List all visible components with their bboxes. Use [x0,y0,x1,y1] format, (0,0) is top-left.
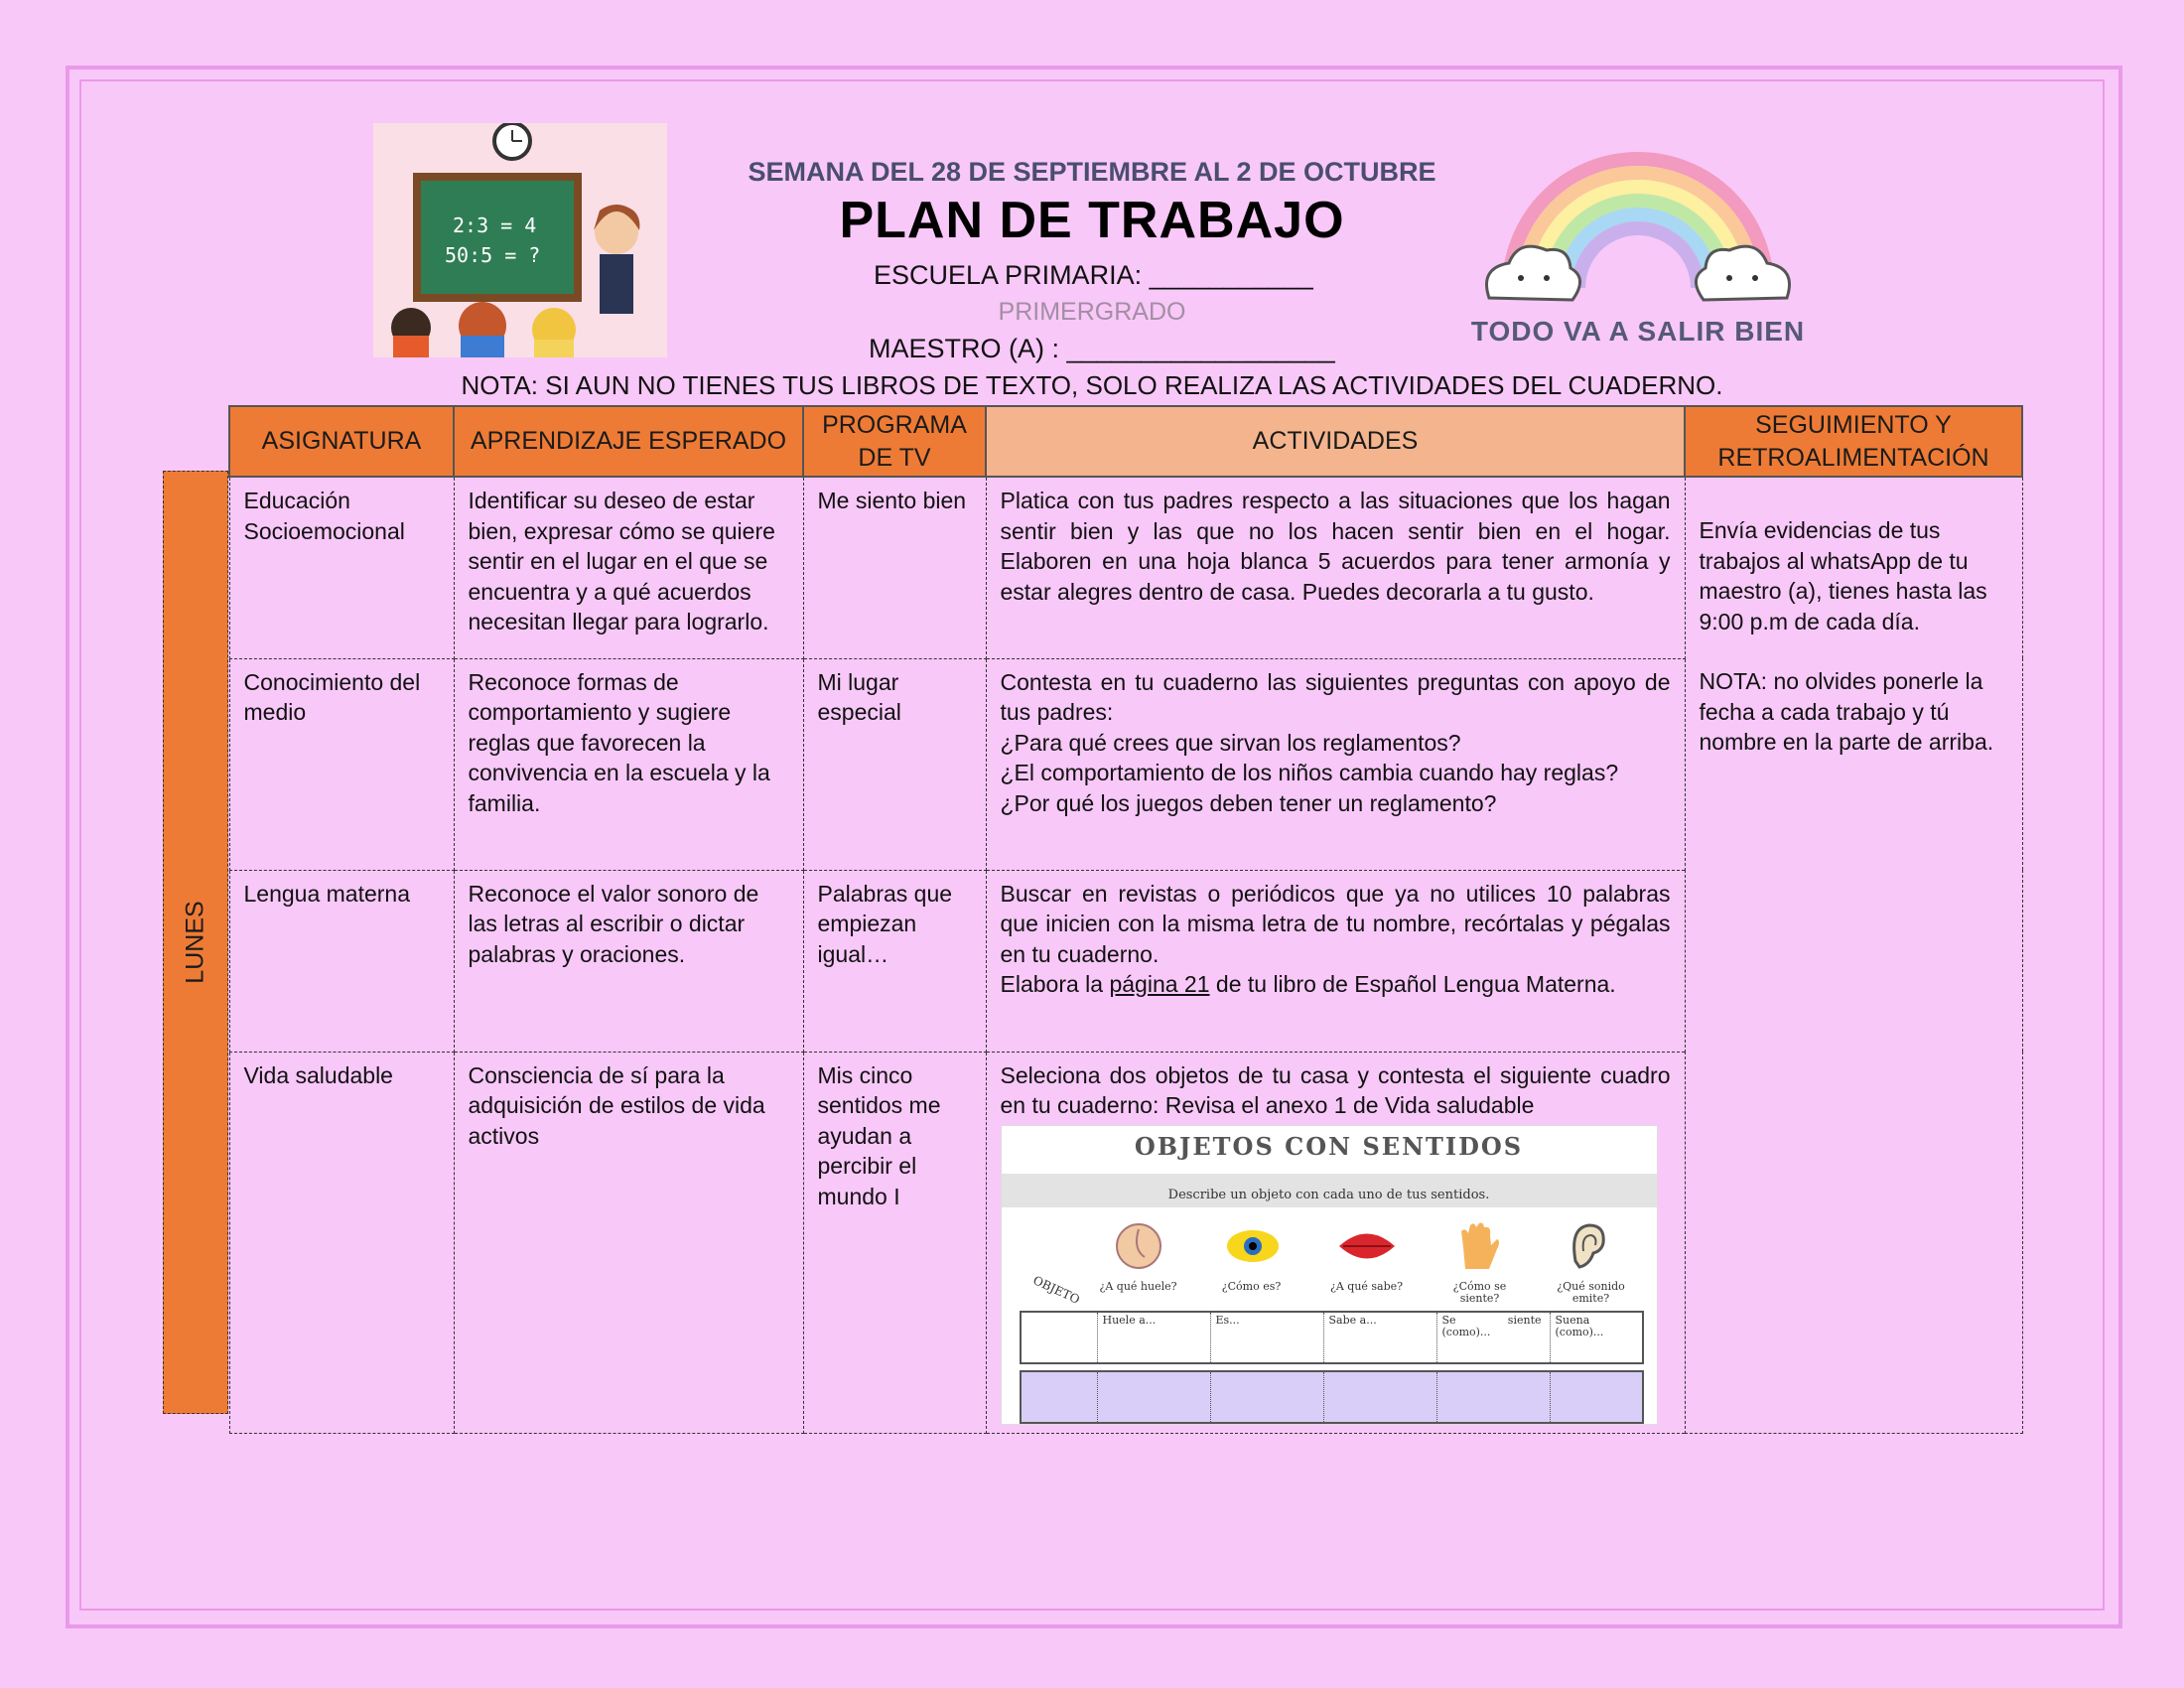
worksheet-question: ¿Qué sonido emite? [1557,1279,1625,1305]
grade-label: PRIMERGRADO [998,298,1186,326]
worksheet-row [1020,1370,1644,1424]
worksheet-answer: Suena (como)... [1555,1313,1604,1338]
tv-cell: Me siento bien [803,477,986,658]
learning-cell: Consciencia de sí para la adquisición de estilos de vida activos [454,1052,803,1433]
worksheet-question: ¿Cómo se siente? [1452,1279,1507,1305]
worksheet-answer: Huele a... [1102,1313,1157,1327]
learning-cell: Identificar su deseo de estar bien, expresar cómo se quiere sentir en el lugar en el que se encuentra y a qué acuerdos necesitan llegar para lograrlo. [454,477,803,658]
week-range: SEMANA DEL 28 DE SEPTIEMBRE AL 2 DE OCTUBRE [748,157,1436,187]
worksheet-image [1001,1125,1658,1425]
activities-question: ¿Por qué los juegos deben tener un reglamento? [1000,789,1497,816]
worksheet-object-label: OBJETO [1029,1272,1082,1307]
tv-cell: Mi lugar especial [803,658,986,870]
worksheet-row [1020,1311,1644,1364]
activities-paragraph [1001,969,1671,1000]
learning-cell: Reconoce formas de comportamiento y sugiere reglas que favorecen la convivencia en la escuela y la familia. [454,658,803,870]
header-tv: PROGRAMA DE TV [803,406,986,477]
page-link[interactable]: página 21 [1109,971,1210,997]
note-text: NOTA: SI AUN NO TIENES TUS LIBROS DE TEXTO, SOLO REALIZA LAS ACTIVIDADES DEL CUADERNO. [461,370,1723,400]
worksheet-question: ¿A qué huele? [1099,1279,1177,1293]
activities-pre: Elabora la [1000,971,1110,997]
learning-cell: Reconoce el valor sonoro de las letras al escribir o dictar palabras y oraciones. [454,870,803,1052]
tv-cell: Palabras que empiezan igual… [803,870,986,1052]
lips-icon [1337,1221,1397,1271]
teacher-field: MAESTRO (A) : __________________ [869,334,1335,363]
worksheet-subtitle: Describe un objeto con cada uno de tus sentidos. [1167,1187,1490,1202]
school-field: ESCUELA PRIMARIA: ___________ [874,260,1313,290]
activities-post: de tu libro de Español Lengua Materna. [1209,971,1616,997]
page-title: PLAN DE TRABAJO [839,192,1345,249]
worksheet-answer: Es... [1215,1313,1240,1327]
activities-paragraph: Seleciona dos objetos de tu casa y contesta el siguiente cuadro en tu cuaderno: Revisa el anexo 1 de Vida saludable [1000,1061,1671,1118]
teacher-chalkboard-illustration [373,123,667,357]
activities-cell: Platica con tus padres respecto a las situaciones que los hagan sentir bien y las que no los hacen sentir bien en el hogar. Elaboren en una hoja blanca 5 acuerdos para tener armonía y estar alegres dentro de casa. Puedes decorarla a tu gusto. [986,477,1685,658]
subject-cell: Educación Socioemocional [229,477,454,658]
activities-cell [986,658,1685,870]
hand-icon [1453,1221,1503,1271]
board-line-1: 2:3 = 4 [453,213,537,237]
worksheet-title: OBJETOS CON SENTIDOS [1134,1131,1524,1161]
day-label: LUNES [181,901,209,984]
header-followup: SEGUIMIENTO Y RETROALIMENTACIÓN [1685,406,2022,477]
activities-cell [986,870,1685,1052]
worksheet-question: ¿A qué sabe? [1329,1279,1404,1293]
header-learning: APRENDIZAJE ESPERADO [454,406,803,477]
activities-question: ¿El comportamiento de los niños cambia cuando hay reglas? [1000,760,1619,785]
followup-note: NOTA: no olvides ponerle la fecha a cada trabajo y tú nombre en la parte de arriba. [1699,668,1994,755]
cloud-right-icon [1696,246,1789,300]
day-label-column [163,471,228,1414]
subject-cell: Lengua materna [229,870,454,1052]
subject-cell: Vida saludable [229,1052,454,1433]
board-line-2: 50:5 = ? [445,243,541,267]
table-row [229,477,2022,658]
activities-paragraph: Buscar en revistas o periódicos que ya no utilices 10 palabras que inicien con la misma letra de tu nombre, recórtalas y pégalas en tu cuaderno. [1000,880,1671,967]
activities-intro: Contesta en tu cuaderno las siguientes preguntas con apoyo de tus padres: [1000,668,1671,725]
tv-cell: Mis cinco sentidos me ayudan a percibir el mundo I [803,1052,986,1433]
activities-cell [986,1052,1685,1433]
header-subject: ASIGNATURA [229,406,454,477]
slogan: TODO VA A SALIR BIEN [1470,316,1806,347]
plan-table [228,405,2023,1434]
subject-cell: Conocimiento del medio [229,658,454,870]
eye-icon [1225,1221,1281,1271]
followup-cell [1685,477,2022,1433]
worksheet-answer: Sabe a... [1328,1313,1377,1327]
worksheet-question: ¿Cómo es? [1221,1279,1282,1293]
nose-icon [1111,1221,1166,1271]
worksheet-answer: Se siente (como)... [1441,1313,1542,1338]
activities-question: ¿Para qué crees que sirvan los reglamentos? [1000,729,1461,756]
followup-text: Envía evidencias de tus trabajos al whatsApp de tu maestro (a), tienes hasta las 9:00 p.m de cada día. [1699,517,1987,634]
header-activities: ACTIVIDADES [986,406,1685,477]
ear-icon [1566,1221,1609,1271]
cloud-left-icon [1487,246,1580,300]
